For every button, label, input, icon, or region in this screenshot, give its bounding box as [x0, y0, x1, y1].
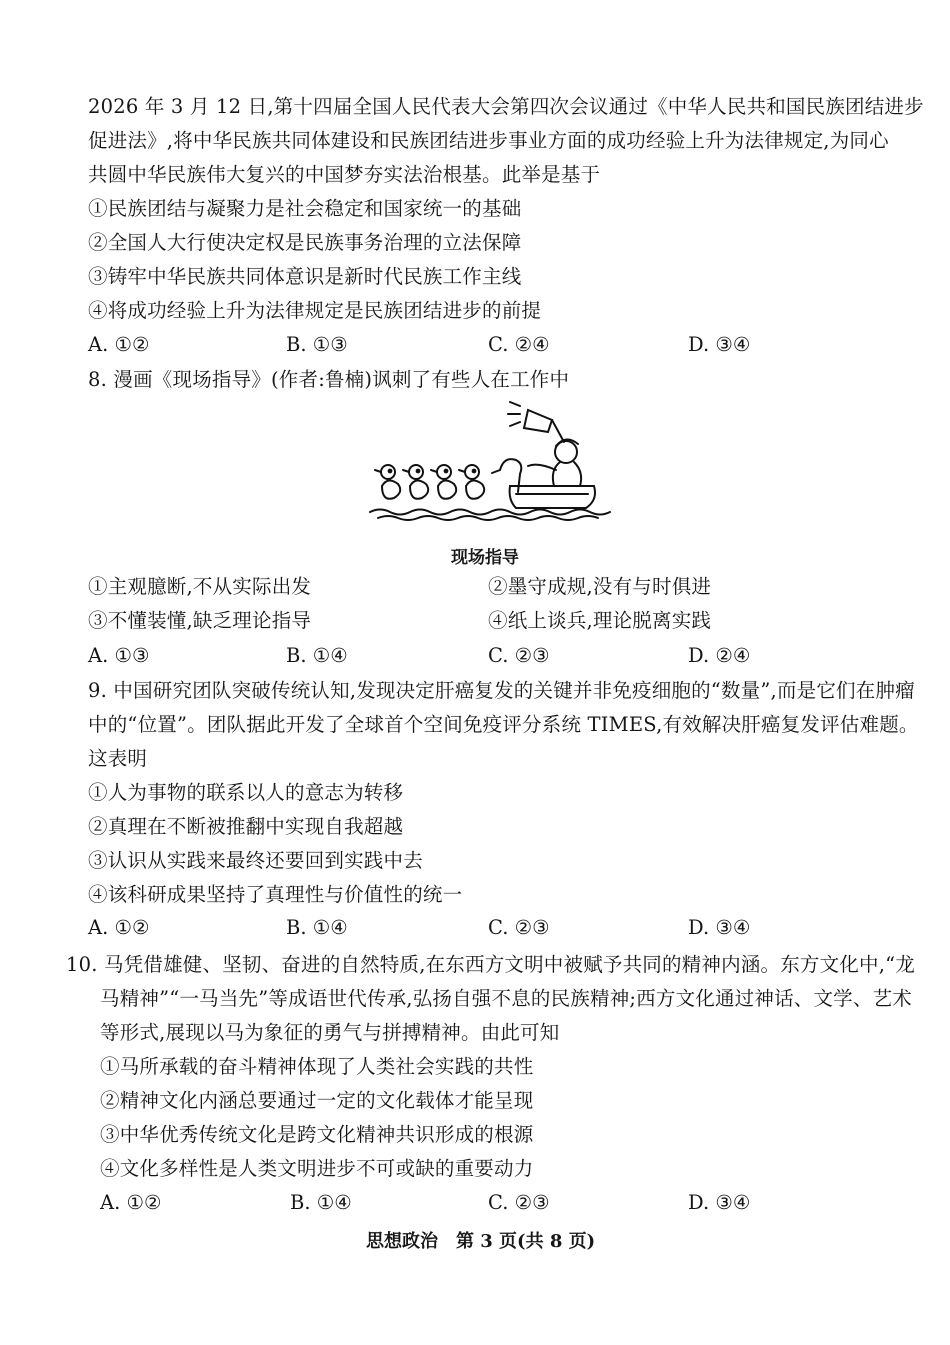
q10-stem-line-1: 10. 马凭借雄健、坚韧、奋进的自然特质,在东西方文明中被赋予共同的精神内涵。东方文化中,“龙 — [66, 953, 915, 976]
q8-option-a: A. ①③ — [88, 644, 150, 667]
q9-option-d: D. ③④ — [688, 916, 751, 939]
page-footer: 思想政治 第 3 页(共 8 页) — [366, 1231, 596, 1252]
q9-item-3: ③认识从实践来最终还要回到实践中去 — [88, 849, 423, 872]
cartoon-illustration — [360, 400, 620, 525]
q9-option-b: B. ①④ — [286, 916, 348, 939]
q10-item-3: ③中华优秀传统文化是跨文化精神共识形成的根源 — [100, 1123, 534, 1146]
q9-option-c: C. ②③ — [488, 916, 550, 939]
q10-item-4: ④文化多样性是人类文明进步不可或缺的重要动力 — [100, 1157, 534, 1180]
q7-option-d: D. ③④ — [688, 333, 751, 356]
q8-item-1: ①主观臆断,不从实际出发 — [88, 575, 312, 598]
q10-option-a: A. ①② — [100, 1191, 162, 1214]
cartoon-caption: 现场指导 — [451, 548, 519, 568]
q9-option-a: A. ①② — [88, 916, 150, 939]
q7-stem-line-3: 共圆中华民族伟大复兴的中国梦夯实法治根基。此举是基于 — [88, 163, 601, 186]
q10-item-1: ①马所承载的奋斗精神体现了人类社会实践的共性 — [100, 1055, 534, 1078]
q8-item-3: ③不懂装懂,缺乏理论指导 — [88, 609, 312, 632]
q7-option-c: C. ②④ — [488, 333, 550, 356]
q8-item-2: ②墨守成规,没有与时俱进 — [488, 575, 712, 598]
q7-stem-line-2: 促进法》,将中华民族共同体建设和民族团结进步事业方面的成功经验上升为法律规定,为同心 — [88, 129, 889, 152]
q9-item-4: ④该科研成果坚持了真理性与价值性的统一 — [88, 883, 463, 906]
q8-item-4: ④纸上谈兵,理论脱离实践 — [488, 609, 712, 632]
q8-option-d: D. ②④ — [688, 644, 751, 667]
q7-item-4: ④将成功经验上升为法律规定是民族团结进步的前提 — [88, 299, 542, 322]
q7-item-1: ①民族团结与凝聚力是社会稳定和国家统一的基础 — [88, 197, 522, 220]
q10-option-c: C. ②③ — [488, 1191, 550, 1214]
q8-stem: 8. 漫画《现场指导》(作者:鲁楠)讽刺了有些人在工作中 — [88, 368, 570, 391]
q10-stem-line-2: 马精神”“一马当先”等成语世代传承,弘扬自强不息的民族精神;西方文化通过神话、文学、艺术 — [100, 987, 912, 1010]
q7-item-2: ②全国人大行使决定权是民族事务治理的立法保障 — [88, 231, 522, 254]
q9-stem-line-3: 这表明 — [88, 747, 148, 770]
q7-option-a: A. ①② — [88, 333, 150, 356]
q10-option-b: B. ①④ — [290, 1191, 352, 1214]
q10-option-d: D. ③④ — [688, 1191, 751, 1214]
q9-item-2: ②真理在不断被推翻中实现自我超越 — [88, 815, 404, 838]
q10-item-2: ②精神文化内涵总要通过一定的文化载体才能呈现 — [100, 1089, 534, 1112]
q8-option-b: B. ①④ — [286, 644, 348, 667]
q8-option-c: C. ②③ — [488, 644, 550, 667]
q10-stem-line-3: 等形式,展现以马为象征的勇气与拼搏精神。由此可知 — [100, 1021, 560, 1044]
q9-stem-line-2: 中的“位置”。团队据此开发了全球首个空间免疫评分系统 TIMES,有效解决肝癌复发评估难题。 — [88, 713, 919, 736]
q7-option-b: B. ①③ — [286, 333, 348, 356]
q7-stem-line-1: 2026 年 3 月 12 日,第十四届全国人民代表大会第四次会议通过《中华人民共和国民族团结进步 — [88, 95, 924, 118]
q9-stem-line-1: 9. 中国研究团队突破传统认知,发现决定肝癌复发的关键并非免疫细胞的“数量”,而是它们在肿瘤 — [88, 679, 915, 702]
q7-item-3: ③铸牢中华民族共同体意识是新时代民族工作主线 — [88, 265, 522, 288]
q9-item-1: ①人为事物的联系以人的意志为转移 — [88, 781, 404, 804]
